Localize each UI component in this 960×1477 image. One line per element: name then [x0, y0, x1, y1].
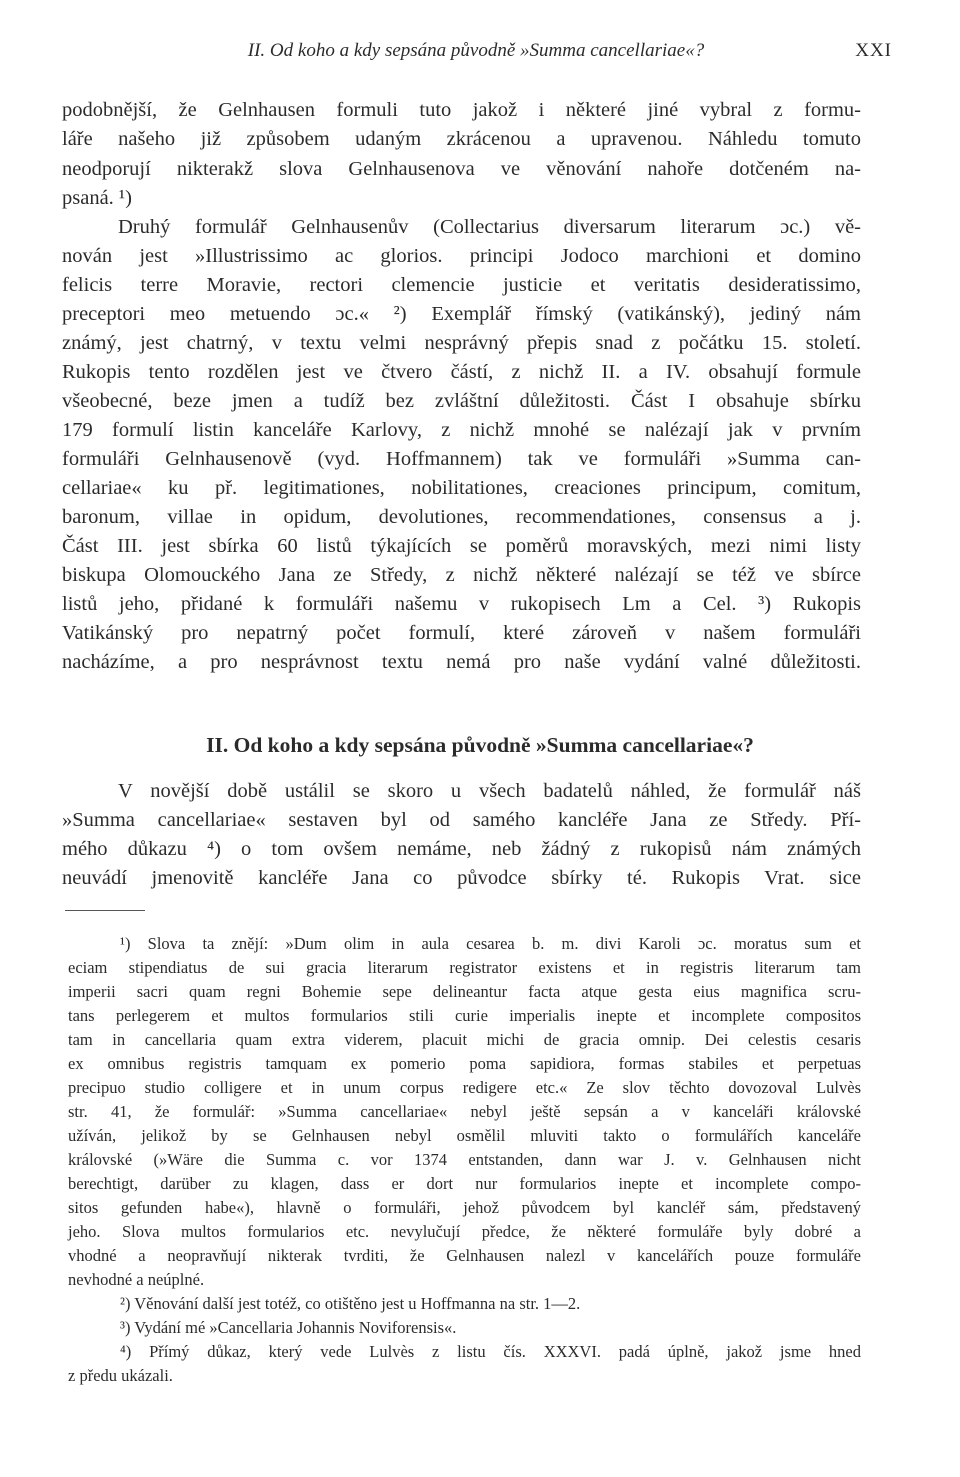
body-line: nován jest »Illustrissimo ac glorios. principi Jodoco marchioni et domino [62, 245, 861, 267]
footnote-line: tans perlegerem et multos formularios stili curie imperialis inepte et incomplete compositos [68, 1006, 861, 1025]
footnote-line: ⁴) Přímý důkaz, který vede Lulvès z listu čís. XXXVI. padá úplně, jakož jsme hned [120, 1342, 861, 1361]
footnote-line: vhodné a neopravňují nikterak tvrditi, že Gelnhausen nalezl v kancelářích pouze formuláře [68, 1246, 861, 1265]
body-line: známý, jest chatrný, v textu velmi nesprávný přepis snad z počátku 15. století. [62, 332, 861, 354]
footnote-line: z předu ukázali. [68, 1366, 173, 1385]
footnote-line: jeho. Slova multos formularios etc. nevylučují předce, že některé formuláře byly dobré a [68, 1222, 861, 1241]
body-line: psaná. ¹) [62, 187, 132, 209]
footnote-line: precipuo studio colligere et in unum corpus redigere etc.« Ze slov těchto dovozoval Lulvès [68, 1078, 861, 1097]
footnote-divider [65, 910, 145, 911]
footnote-line: berechtigt, darüber zu klagen, dass er dort nur formularios inepte et incomplete compo- [68, 1174, 861, 1193]
footnote-line: str. 41, že formulář: »Summa cancellariae« nebyl ještě sepsán a v kanceláři královské [68, 1102, 861, 1121]
body-line: baronum, villae in opidum, devolutiones, recommendationes, consensus a j. [62, 506, 861, 528]
section-line: mého důkazu ⁴) o tom ovšem nemáme, neb žádný z rukopisů nám známých [62, 838, 861, 860]
body-line: cellariae« ku př. legitimationes, nobilitationes, creaciones principum, comitum, [62, 477, 861, 499]
running-header [60, 40, 892, 68]
body-line: biskupa Olomouckého Jana ze Středy, z nichž některé nalézají se též ve sbírce [62, 564, 861, 586]
footnote-line: ²) Věnování další jest totéž, co otištěno jest u Hoffmanna na str. 1—2. [120, 1294, 581, 1313]
body-line: Vatikánský pro nepatrný počet formulí, které zároveň v našem formuláři [62, 622, 861, 644]
body-line: formuláři Gelnhausenově (vyd. Hoffmannem) tak ve formuláři »Summa can- [62, 448, 861, 470]
footnote-line: eciam stipendiatus de sui gracia literarum registrator existens et in registris literarum tam [68, 958, 861, 977]
body-line: láře našeho již způsobem udaným zkrácenou a upravenou. Náhledu tomuto [62, 128, 861, 150]
page-number: XXI [855, 40, 892, 61]
section-line: V novější době ustálil se skoro u všech badatelů náhled, že formulář náš [118, 780, 861, 802]
footnote-line: sitos gefunden habe«), hlavně o formuláři, jehož původcem byl kancléř sám, představený [68, 1198, 861, 1217]
section-line: neuvádí jmenovitě kancléře Jana co původce sbírky té. Rukopis Vrat. sice [62, 867, 861, 889]
section-line: »Summa cancellariae« sestaven byl od samého kancléře Jana ze Středy. Pří- [62, 809, 861, 831]
body-line: preceptori meo metuendo ɔc.« ²) Exemplář římský (vatikánský), jediný nám [62, 303, 861, 325]
body-line: podobnější, že Gelnhausen formuli tuto jakož i některé jiné vybral z formu- [62, 99, 861, 121]
footnote-line: tam in cancellaria quam extra viderem, placuit michi de gracia omnip. Dei celestis cesaris [68, 1030, 861, 1049]
body-line: nacházíme, a pro nesprávnost textu nemá pro naše vydání valné důležitosti. [62, 651, 861, 673]
body-line: felicis terre Moravie, rectori clemencie justicie et veritatis desideratissimo, [62, 274, 861, 296]
body-line: všeobecné, beze jmen a tudíž bez zvláštní důležitosti. Část I obsahuje sbírku [62, 390, 861, 412]
footnote-line: imperii sacri quam regni Bohemie sepe delineantur facta atque gesta eius magnifica scru- [68, 982, 861, 1001]
body-line: listů jeho, přidané k formuláři našemu v rukopisech Lm a Cel. ³) Rukopis [62, 593, 861, 615]
body-line: Rukopis tento rozdělen jest ve čtvero částí, z nichž II. a IV. obsahují formule [62, 361, 861, 383]
body-line: neodporují nikterakž slova Gelnhausenova ve věnování nahoře dotčeném na- [62, 158, 861, 180]
footnote-line: užíván, jelikož by se Gelnhausen nebyl osmělil mluviti takto o formulářích kanceláře [68, 1126, 861, 1145]
footnote-line: ex omnibus registris tamquam ex pomerio poma sapidiora, formas stabiles et perpetuas [68, 1054, 861, 1073]
running-title: II. Od koho a kdy sepsána původně »Summa cancellariae«? [247, 40, 705, 61]
body-line: Druhý formulář Gelnhausenův (Collectarius diversarum literarum ɔc.) vě- [118, 216, 861, 238]
footnote-line: nevhodné a neúplné. [68, 1270, 205, 1289]
footnote-line: královské (»Wäre die Summa c. vor 1374 entstanden, dann war J. v. Gelnhausen nicht [68, 1150, 861, 1169]
body-line: 179 formulí listin kanceláře Karlovy, z nichž mnohé se nalézají jak v prvním [62, 419, 861, 441]
section-heading: II. Od koho a kdy sepsána původně »Summa cancellariae«? [206, 733, 754, 757]
footnote-line: ¹) Slova ta znějí: »Dum olim in aula cesarea b. m. divi Karoli ɔc. moratus sum et [120, 934, 861, 953]
body-line: Část III. jest sbírka 60 listů týkajících se poměrů moravských, mezi nimi listy [62, 535, 861, 557]
footnote-line: ³) Vydání mé »Cancellaria Johannis Noviforensis«. [120, 1318, 457, 1337]
